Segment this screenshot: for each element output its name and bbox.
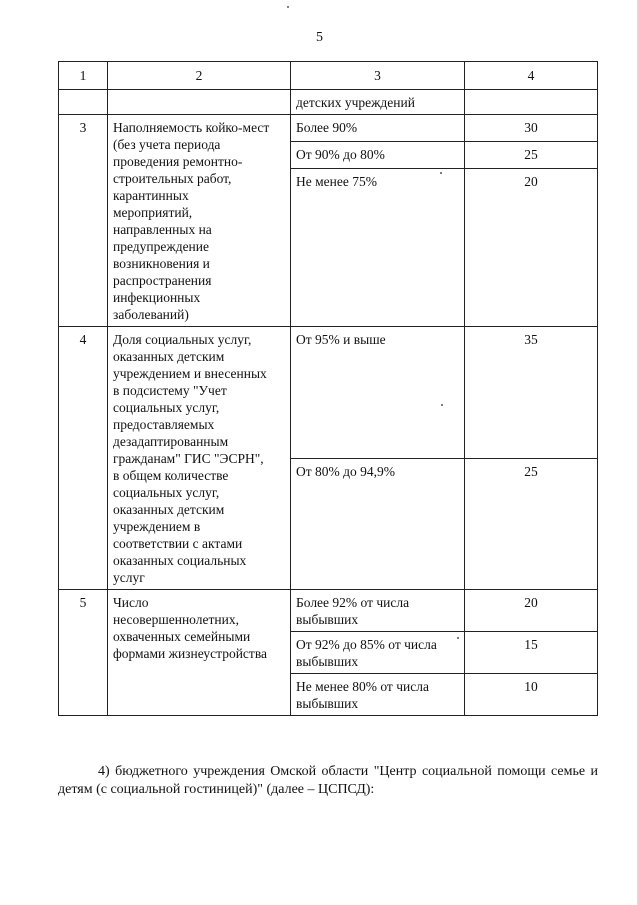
points-cell: 35 — [465, 327, 598, 459]
table-header-row — [59, 62, 598, 90]
scan-speck — [457, 637, 459, 639]
cont-cell-1 — [59, 90, 108, 115]
value-cell: От 92% до 85% от числа выбывших — [291, 632, 465, 674]
cont-cell-2 — [108, 90, 291, 115]
criterion-text: Число несовершеннолетних, охваченных семейными формами жизнеустройства — [108, 590, 291, 716]
continuation-row — [59, 90, 598, 115]
points-cell: 30 — [465, 115, 598, 142]
body-paragraph: 4) бюджетного учреждения Омской области "Центр социальной помощи семье и детям (с социальной гостиницей)" (далее – ЦСПСД): — [58, 764, 598, 797]
criterion-text: Доля социальных услуг, оказанных детским учреждением и внесенных в подсистему "Учет социальных услуг, предоставляемых дезадаптированным гражданам" ГИС "ЭСРН", в общем количестве социальных услуг, оказанных детским учреждением в соответствии с актами оказанных социальных услуг — [108, 327, 291, 590]
value-cell: Не менее 80% от числа выбывших — [291, 674, 465, 716]
points-cell: 25 — [465, 458, 598, 590]
table-row — [59, 327, 598, 459]
value-cell: От 80% до 94,9% — [291, 458, 465, 590]
points-cell: 25 — [465, 142, 598, 169]
value-cell: От 95% и выше — [291, 327, 465, 459]
table-row — [59, 590, 598, 632]
header-cell-2: 2 — [108, 62, 291, 90]
table-row — [59, 115, 598, 142]
cont-cell-4 — [465, 90, 598, 115]
scan-speck — [441, 404, 443, 406]
points-cell: 20 — [465, 169, 598, 327]
header-cell-1: 1 — [59, 62, 108, 90]
points-cell: 10 — [465, 674, 598, 716]
criterion-number: 5 — [59, 590, 108, 716]
value-cell: Более 90% — [291, 115, 465, 142]
criterion-number: 4 — [59, 327, 108, 590]
scan-speck — [287, 6, 289, 8]
criterion-text: Наполняемость койко-мест (без учета периода проведения ремонтно- строительных работ, карантинных мероприятий, направленных на предупреждение возникновения и распространения инфекционных заболеваний) — [108, 115, 291, 327]
criteria-table — [58, 61, 598, 716]
page-number: 5 — [316, 30, 323, 45]
header-cell-4: 4 — [465, 62, 598, 90]
value-cell: От 90% до 80% — [291, 142, 465, 169]
points-cell: 15 — [465, 632, 598, 674]
cont-cell-3: детских учреждений — [291, 90, 465, 115]
criterion-number: 3 — [59, 115, 108, 327]
points-cell: 20 — [465, 590, 598, 632]
header-cell-3: 3 — [291, 62, 465, 90]
value-cell: Не менее 75% — [291, 169, 465, 327]
value-cell: Более 92% от числа выбывших — [291, 590, 465, 632]
scan-speck — [440, 172, 442, 174]
